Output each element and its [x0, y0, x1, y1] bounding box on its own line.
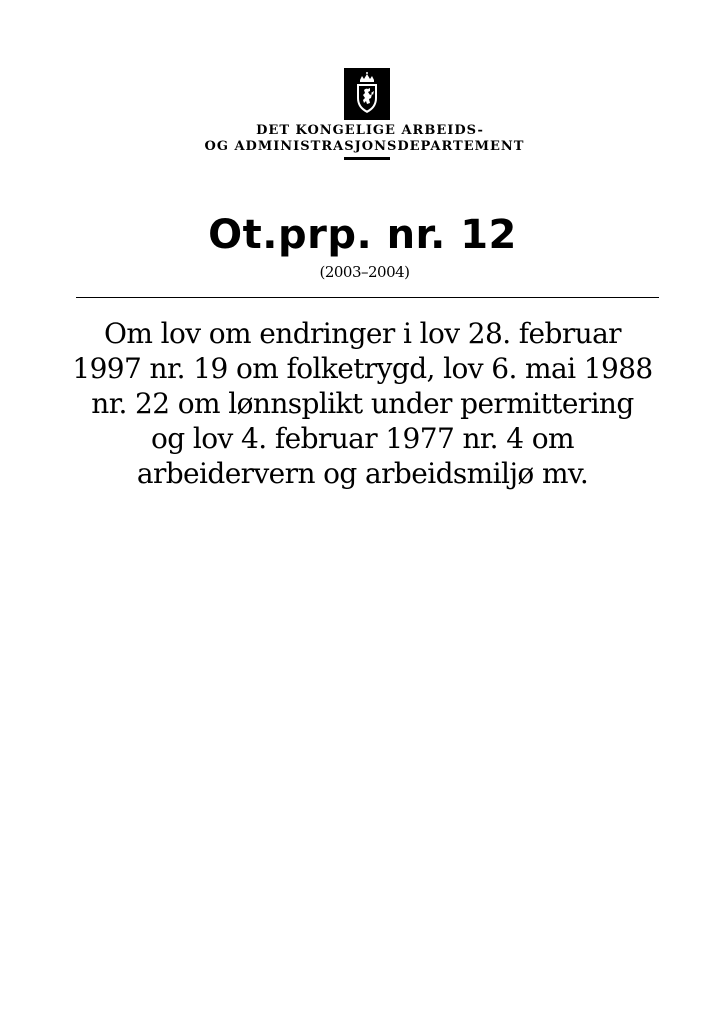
session-years: (2003–2004)	[319, 263, 410, 281]
coat-of-arms-icon	[344, 68, 390, 118]
department-name-line-2: OG ADMINISTRASJONSDEPARTEMENT	[204, 139, 525, 154]
document-title: Ot.prp. nr. 12	[208, 212, 517, 258]
department-name-line-1: DET KONGELIGE ARBEIDS-	[256, 123, 484, 138]
emblem-top-rule	[344, 118, 390, 120]
title-divider	[76, 297, 659, 298]
subject-line: arbeidervern og arbeidsmiljø mv.	[136, 457, 589, 490]
subject-line: 1997 nr. 19 om folketrygd, lov 6. mai 1988	[72, 352, 653, 385]
department-name	[0, 123, 725, 155]
subject-line: og lov 4. februar 1977 nr. 4 om	[151, 422, 574, 455]
document-subject	[60, 316, 665, 491]
emblem-bottom-rule	[344, 157, 390, 160]
subject-line: nr. 22 om lønnsplikt under permittering	[91, 387, 634, 420]
subject-line: Om lov om endringer i lov 28. februar	[104, 317, 621, 350]
